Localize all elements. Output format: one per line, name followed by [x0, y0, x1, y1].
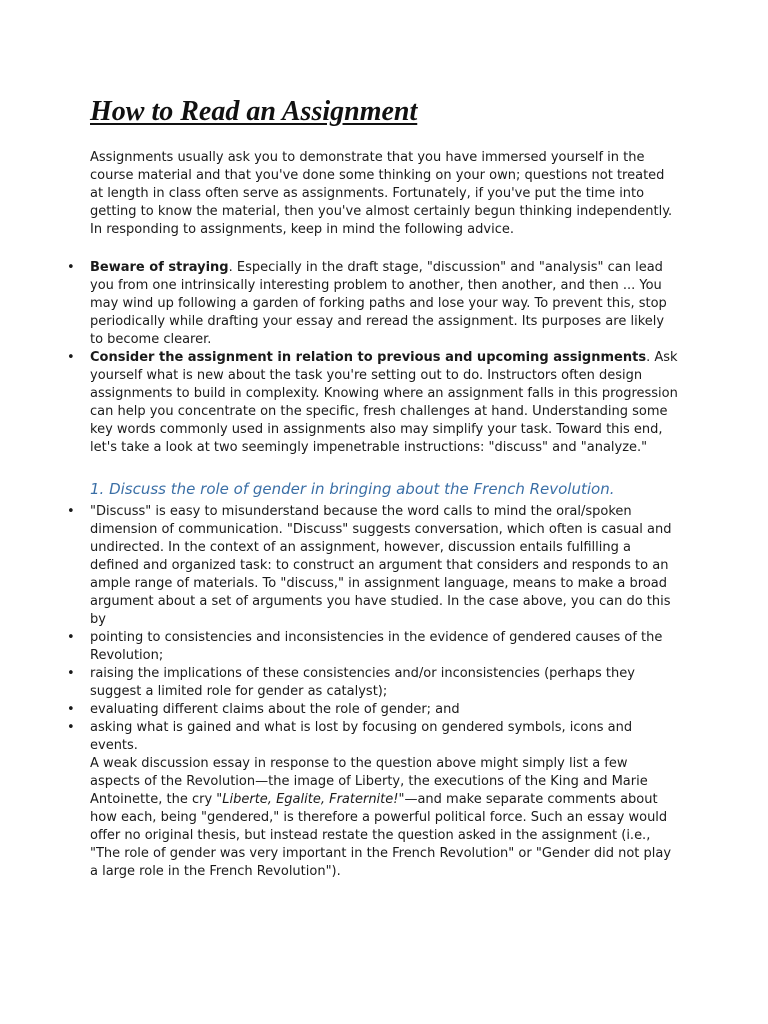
bullet-icon: • [67, 260, 75, 275]
discuss-item [67, 503, 680, 629]
advice-item-bold: Beware of straying [90, 260, 229, 275]
discuss-item-text: asking what is gained and what is lost by focusing on gendered symbols, icons and events. [90, 720, 633, 753]
discuss-item [67, 719, 680, 755]
weak-essay-before: A weak discussion essay in response to the question above might simply list a few aspects of the Revolution—the image of Liberty, the executions of the King and Marie Antoinette, the cry [90, 756, 648, 807]
advice-list [67, 259, 680, 457]
bullet-icon: • [67, 630, 75, 645]
discuss-item-text: evaluating different claims about the role of gender; and [90, 702, 460, 717]
page-title: How to Read an Assignment [90, 96, 418, 127]
discuss-item [67, 701, 680, 719]
advice-item-straying [67, 259, 680, 349]
bullet-icon: • [67, 504, 75, 519]
bullet-icon: • [67, 720, 75, 735]
weak-essay-paragraph [90, 755, 680, 881]
bullet-icon: • [67, 666, 75, 681]
advice-item-bold: Consider the assignment in relation to previous and upcoming assignments [90, 350, 647, 365]
discuss-item-text: "Discuss" is easy to misunderstand because the word calls to mind the oral/spoken dimension of communication. "Discuss" suggests conversation, which often is casual and undirected. In the context of an assignment, however, discussion entails fulfilling a defined and organized task: to construct an argument that considers and responds to an ample range of materials. To "discuss," in assignment language, means to make a broad argument about a set of arguments you have studied. In the case above, you can do this by [90, 504, 672, 627]
section-heading: 1. Discuss the role of gender in bringing about the French Revolution. [90, 480, 615, 498]
discuss-list [67, 503, 680, 755]
weak-essay-slogan: "Liberte, Egalite, Fraternite!" [216, 792, 405, 807]
weak-essay-after: —and make separate comments about how each, being "gendered," is therefore a powerful political force. Such an essay would offer no original thesis, but instead restate the question asked in the assignment (i.e., "The role of gender was very important in the French Revolution" or "Gender did not play a large role in the French Revolution"). [90, 792, 672, 879]
advice-item-text: . Especially in the draft stage, "discussion" and "analysis" can lead you from one intrinsically interesting problem to another, then another, and then ... You may wind up following a garden of forking paths and lose your way. To prevent this, stop periodically while drafting your essay and reread the assignment. Its purposes are likely to become clearer. [90, 260, 667, 347]
intro-paragraph: Assignments usually ask you to demonstrate that you have immersed yourself in the course material and that you've done some thinking on your own; questions not treated at length in class often serve as assignments. Fortunately, if you've put the time into getting to know the material, then you've almost certainly begun thinking independently. In responding to assignments, keep in mind the following advice. [90, 150, 673, 237]
advice-item-text: . Ask yourself what is new about the task you're setting out to do. Instructors often design assignments to build in complexity. Knowing where an assignment falls in this progression can help you concentrate on the specific, fresh challenges at hand. Understanding some key words commonly used in assignments also may simplify your task. Toward this end, let's take a look at two seemingly impenetrable instructions: "discuss" and "analyze." [90, 350, 678, 455]
discuss-item [67, 629, 680, 665]
bullet-icon: • [67, 350, 75, 365]
bullet-icon: • [67, 702, 75, 717]
discuss-item [67, 665, 680, 701]
document-page [67, 95, 680, 881]
advice-item-consider [67, 349, 680, 457]
discuss-item-text: pointing to consistencies and inconsistencies in the evidence of gendered causes of the Revolution; [90, 630, 663, 663]
discuss-item-text: raising the implications of these consistencies and/or inconsistencies (perhaps they suggest a limited role for gender as catalyst); [90, 666, 635, 699]
